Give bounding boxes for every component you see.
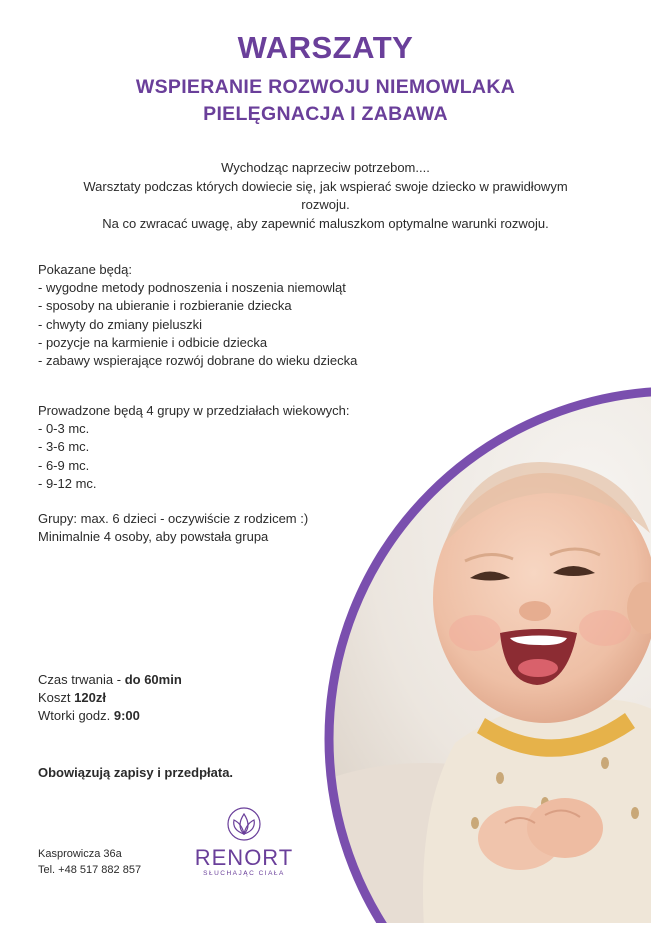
shown-heading: Pokazane będą:: [38, 262, 132, 277]
registration-note: Obowiązują zapisy i przedpłata.: [38, 765, 234, 780]
phone-number[interactable]: Tel. +48 517 882 857: [38, 863, 142, 876]
lotus-icon: [224, 806, 264, 842]
time-value: 9:00: [113, 708, 140, 724]
shown-list: [38, 261, 357, 370]
list-item: - pozycje na karmienie i odbicie dziecka: [38, 334, 268, 350]
address-block: [38, 847, 141, 878]
duration-value: do 60min: [124, 672, 182, 687]
time-row: [38, 707, 182, 725]
group-limits: [38, 510, 308, 546]
logo-tagline: SŁUCHAJĄC CIAŁA: [203, 870, 285, 877]
list-item: - 9-12 mc.: [38, 475, 97, 491]
subtitle-line-2: PIELĘGNACJA I ZABAWA: [203, 103, 448, 125]
intro-line: Warsztaty podczas których dowiecie się, jak wspierać swoje dziecko w prawidłowym: [83, 178, 568, 194]
groups-list: [38, 402, 349, 493]
list-item: - sposoby na ubieranie i rozbieranie dziecka: [38, 298, 292, 314]
cost-value: 120zł: [74, 690, 106, 706]
subtitle-line-1: WSPIERANIE ROZWOJU NIEMOWLAKA: [135, 76, 516, 98]
renort-logo: [193, 806, 295, 877]
groups-heading: Prowadzone będą 4 grupy w przedziałach wiekowych:: [38, 403, 350, 418]
street-address: Kasprowicza 36a: [38, 848, 122, 860]
intro-line: rozwoju.: [301, 197, 350, 212]
limit-line: Minimalnie 4 osoby, aby powstała grupa: [38, 529, 269, 545]
logo-name: RENORT: [194, 845, 294, 870]
time-label: Wtorki godz.: [38, 708, 114, 724]
duration-row: [38, 671, 182, 689]
list-item: - chwyty do zmiany pieluszki: [38, 316, 202, 332]
list-item: - wygodne metody podnoszenia i noszenia niemowląt: [38, 280, 346, 296]
intro-line: Na co zwracać uwagę, aby zapewnić maluszkom optymalne warunki rozwoju.: [102, 215, 549, 231]
limit-line: Grupy: max. 6 dzieci - oczywiście z rodzicem :): [38, 511, 309, 526]
cost-label: Koszt: [38, 690, 75, 706]
list-item: - 3-6 mc.: [38, 439, 90, 455]
list-item: - 6-9 mc.: [38, 457, 90, 473]
intro-text: [30, 159, 621, 233]
list-item: - zabawy wspierające rozwój dobrane do wieku dziecka: [38, 353, 358, 369]
page-title: WARSZATY: [237, 30, 414, 65]
list-item: - 0-3 mc.: [38, 421, 90, 437]
baby-photo-illustration: [305, 383, 651, 923]
intro-line: Wychodząc naprzeciw potrzebom....: [221, 160, 430, 175]
cost-row: [38, 689, 182, 707]
baby-photo: [305, 383, 651, 923]
workshop-info: [38, 671, 182, 726]
duration-label: Czas trwania -: [38, 672, 125, 687]
